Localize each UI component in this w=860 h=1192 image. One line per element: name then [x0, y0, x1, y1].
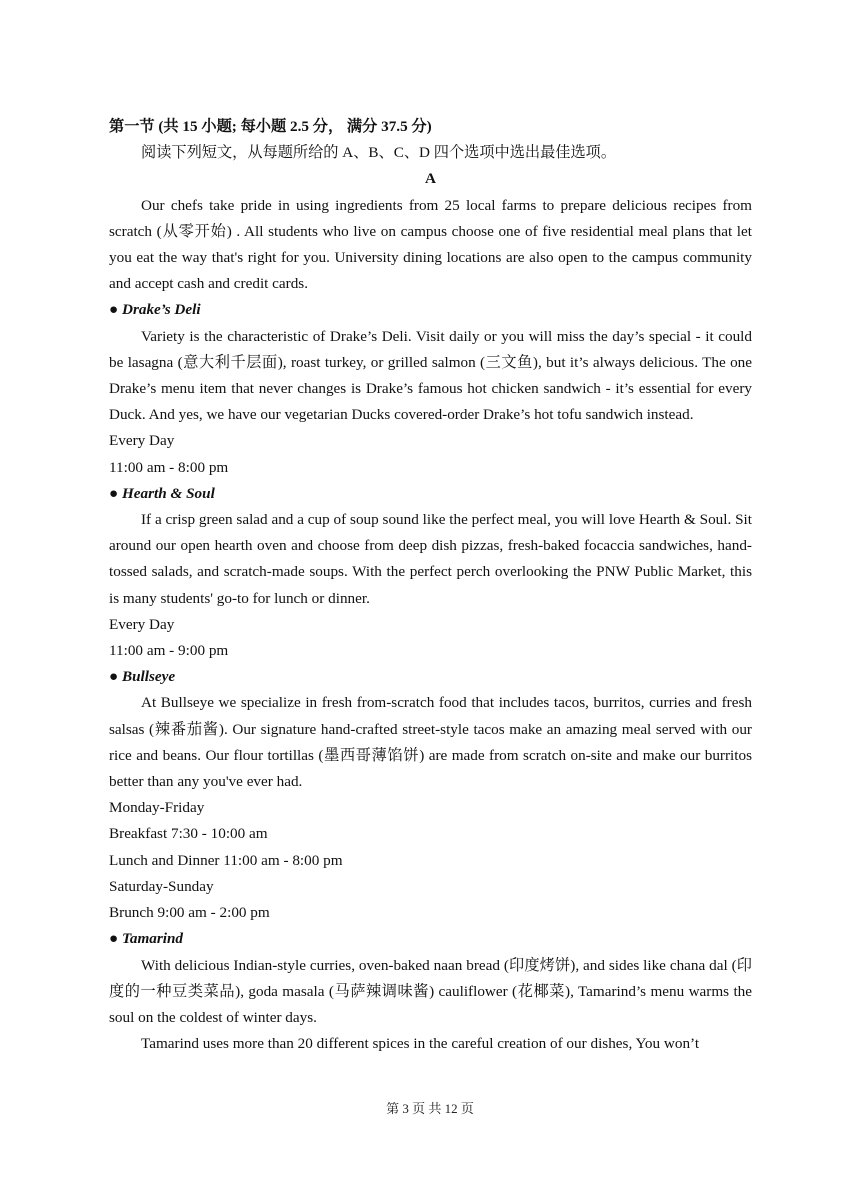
- bullseye-lunch-dinner: Lunch and Dinner 11:00 am - 8:00 pm: [109, 851, 343, 869]
- bullseye-weekend-label: Saturday-Sunday: [109, 877, 214, 895]
- section-header: 第一节 (共 15 小题; 每小题 2.5 分， 满分 37.5 分): [109, 118, 432, 135]
- hearth-soul-heading: ● Hearth & Soul: [109, 484, 215, 502]
- page-footer: 第 3 页 共 12 页: [386, 1101, 474, 1116]
- intro-paragraph: Our chefs take pride in using ingredients from 25 local farms to prepare delicious recipes from scratch (从零开始) . All students who live on campus choose one of five residential meal plans that let you eat the way that's right for you. University dining locations are also open to the campus community and accept cash and credit cards.: [109, 196, 752, 293]
- drakes-deli-hours: 11:00 am - 8:00 pm: [109, 458, 229, 476]
- bullseye-heading: ● Bullseye: [109, 668, 176, 686]
- drakes-deli-days: Every Day: [109, 432, 175, 450]
- drakes-deli-body: Variety is the characteristic of Drake’s Deli. Visit daily or you will miss the day’s special - it could be lasagna (意大利千层面), roast turkey, or grilled salmon (三文鱼), but it’s always delicious. The one Drake’s menu item that never changes is Drake’s famous hot chicken sandwich - it’s essential for every Duck. And yes, we have our vegetarian Ducks covered-order Drake’s hot tofu sandwich instead.: [109, 327, 752, 424]
- hearth-soul-body: If a crisp green salad and a cup of soup sound like the perfect meal, you will love Hearth & Soul. Sit around our open hearth oven and choose from deep dish pizzas, fresh-baked focaccia sandwiches, hand-tossed salads, and scratch-made soups. With the perfect perch overlooking the PNW Public Market, this is many students' go-to for lunch or dinner.: [109, 511, 752, 607]
- hearth-soul-hours: 11:00 am - 9:00 pm: [109, 642, 229, 660]
- bullseye-breakfast: Breakfast 7:30 - 10:00 am: [109, 825, 268, 843]
- page-content: [109, 114, 752, 1057]
- tamarind-body-2: Tamarind uses more than 20 different spices in the careful creation of our dishes, You won’t: [141, 1035, 700, 1053]
- bullseye-brunch: Brunch 9:00 am - 2:00 pm: [109, 904, 270, 922]
- drakes-deli-heading: ● Drake’s Deli: [109, 301, 201, 319]
- passage-label: A: [425, 170, 436, 188]
- hearth-soul-days: Every Day: [109, 615, 175, 633]
- tamarind-body-1: With delicious Indian-style curries, oven-baked naan bread (印度烤饼), and sides like chana dal (印度的一种豆类菜品), goda masala (马萨辣调味酱) cauliflower (花椰菜), Tamarind’s menu warms the soul on the coldest of winter days.: [109, 956, 752, 1026]
- bullseye-body: At Bullseye we specialize in fresh from-scratch food that includes tacos, burritos, curries and fresh salsas (辣番茄酱). Our signature hand-crafted street-style tacos make an amazing meal served with our rice and beans. Our flour tortillas (墨西哥薄馅饼) are made from scratch on-site and make our burritos better than any you've ever had.: [109, 694, 752, 791]
- bullseye-weekday-label: Monday-Friday: [109, 799, 205, 817]
- tamarind-heading: ● Tamarind: [109, 930, 184, 948]
- instructions: 阅读下列短文，从每题所给的 A、B、C、D 四个选项中选出最佳选项。: [141, 144, 617, 162]
